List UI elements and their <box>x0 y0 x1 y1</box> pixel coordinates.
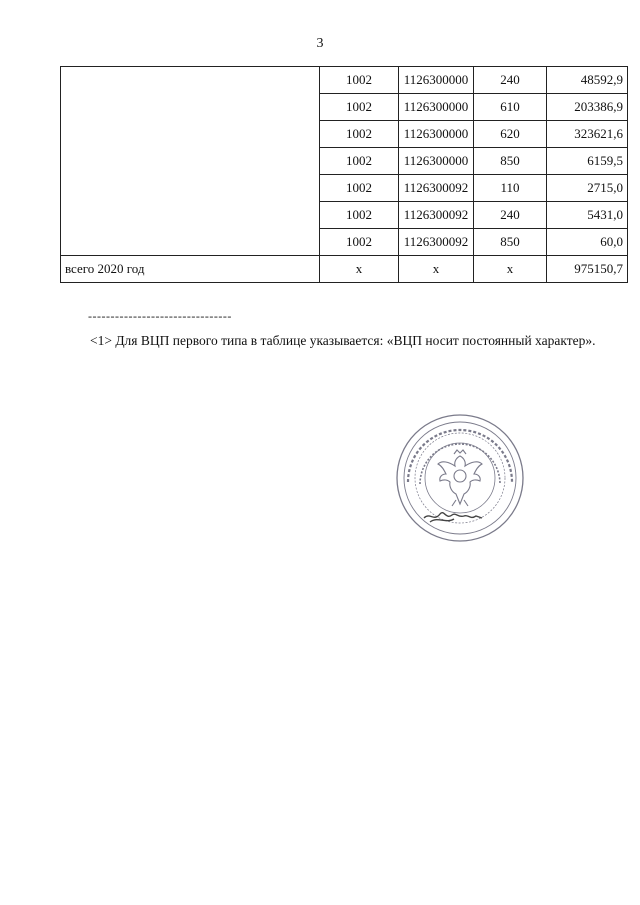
amount-cell: 48592,9 <box>547 67 628 94</box>
amount-cell: 5431,0 <box>547 202 628 229</box>
expense-type-cell: 110 <box>474 175 547 202</box>
total-article-cell: х <box>399 256 474 283</box>
section-cell: 1002 <box>320 229 399 256</box>
section-cell: 1002 <box>320 202 399 229</box>
amount-cell: 323621,6 <box>547 121 628 148</box>
official-seal-icon <box>394 412 526 544</box>
article-cell: 1126300000 <box>399 121 474 148</box>
footnote-text: <1> Для ВЦП первого типа в таблице указывается: «ВЦП носит постоянный характер». <box>90 333 596 348</box>
amount-cell: 6159,5 <box>547 148 628 175</box>
article-cell: 1126300092 <box>399 229 474 256</box>
total-expense-type-cell: х <box>474 256 547 283</box>
total-label: всего 2020 год <box>61 256 320 283</box>
article-cell: 1126300000 <box>399 67 474 94</box>
article-cell: 1126300000 <box>399 94 474 121</box>
section-cell: 1002 <box>320 121 399 148</box>
footnote-separator: -------------------------------- <box>88 309 232 323</box>
expense-type-cell: 850 <box>474 229 547 256</box>
article-cell: 1126300000 <box>399 148 474 175</box>
total-row <box>61 256 628 283</box>
total-section-cell: х <box>320 256 399 283</box>
section-cell: 1002 <box>320 175 399 202</box>
section-cell: 1002 <box>320 67 399 94</box>
page-number: 3 <box>316 36 324 51</box>
budget-table <box>60 66 628 283</box>
table-row <box>61 67 628 94</box>
expense-type-cell: 240 <box>474 67 547 94</box>
article-cell: 1126300092 <box>399 175 474 202</box>
section-cell: 1002 <box>320 94 399 121</box>
amount-cell: 2715,0 <box>547 175 628 202</box>
section-cell: 1002 <box>320 148 399 175</box>
article-cell: 1126300092 <box>399 202 474 229</box>
expense-type-cell: 610 <box>474 94 547 121</box>
amount-cell: 203386,9 <box>547 94 628 121</box>
total-amount-cell: 975150,7 <box>547 256 628 283</box>
program-name-cell <box>61 67 320 256</box>
expense-type-cell: 850 <box>474 148 547 175</box>
expense-type-cell: 240 <box>474 202 547 229</box>
amount-cell: 60,0 <box>547 229 628 256</box>
expense-type-cell: 620 <box>474 121 547 148</box>
